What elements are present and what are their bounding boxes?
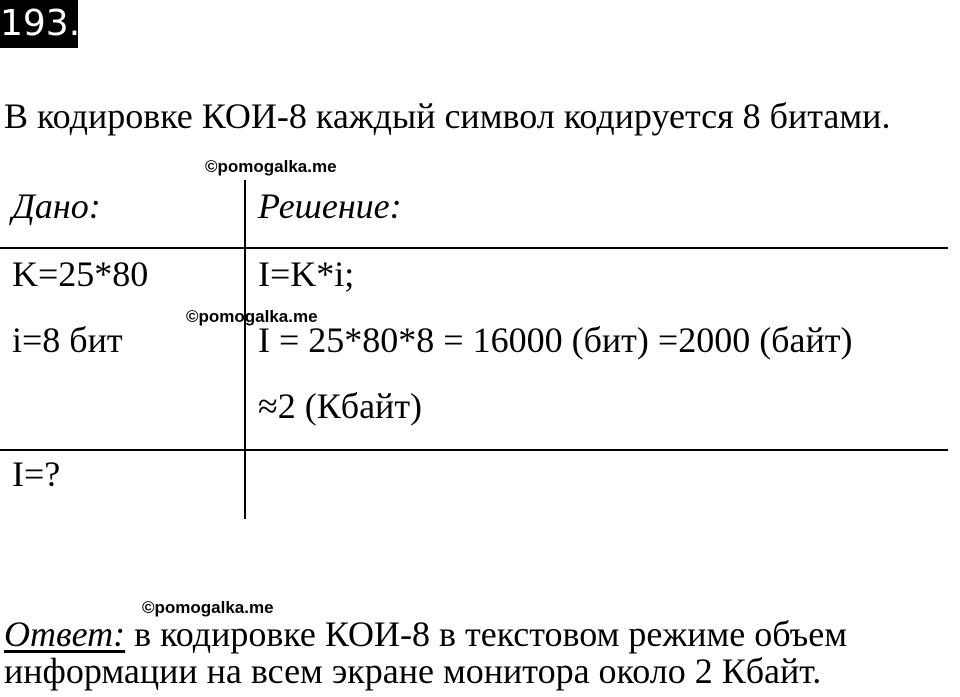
watermark: ©pomogalka.me xyxy=(205,157,337,176)
table-divider-bottom xyxy=(0,449,948,451)
watermark: ©pomogalka.me xyxy=(186,307,318,326)
given-item: i=8 бит xyxy=(12,320,123,360)
solution-header: Решение: xyxy=(258,186,402,226)
given-item: I=? xyxy=(12,454,61,494)
watermark: ©pomogalka.me xyxy=(142,598,274,617)
table-divider-vertical xyxy=(244,180,246,519)
solution-line: I = 25*80*8 = 16000 (бит) =2000 (байт) xyxy=(258,320,853,360)
answer-label: Ответ: xyxy=(4,614,126,654)
problem-number: 193. xyxy=(0,0,78,48)
answer-line-2: информации на всем экране монитора около 2 Кбайт. xyxy=(4,651,822,691)
answer-text-1: в кодировке КОИ-8 в текстовом режиме объем xyxy=(125,614,848,654)
table-divider-header xyxy=(0,247,948,249)
intro-text: В кодировке КОИ-8 каждый символ кодируется 8 битами. xyxy=(4,96,891,136)
given-header: Дано: xyxy=(12,186,101,226)
given-item: K=25*80 xyxy=(12,254,149,294)
solution-line: ≈2 (Кбайт) xyxy=(258,386,423,426)
answer-line-1 xyxy=(4,614,847,654)
solution-line: I=K*i; xyxy=(258,254,355,294)
